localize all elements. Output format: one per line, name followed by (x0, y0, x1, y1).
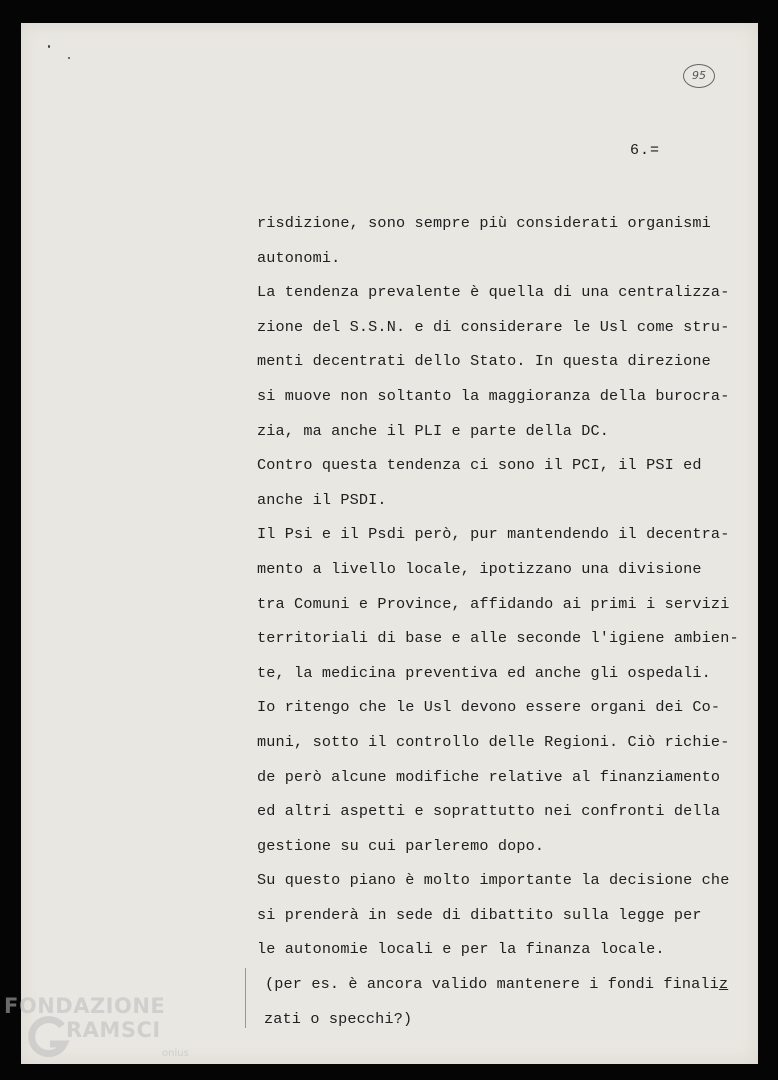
text-line: anche il PSDI. (257, 490, 387, 509)
fondazione-gramsci-watermark (4, 990, 204, 1070)
watermark-line1: FONDAZIONE (4, 994, 166, 1018)
text-line: muni, sotto il controllo delle Regioni. Ciò richie- (257, 732, 730, 751)
text-line: Contro questa tendenza ci sono il PCI, il PSI ed (257, 456, 702, 475)
archive-stamp: 95 (683, 64, 715, 88)
text-line: ed altri aspetti e soprattutto nei confronti della (257, 802, 721, 821)
ink-speck (68, 57, 70, 59)
watermark-suffix: onlus (162, 1048, 189, 1059)
margin-rule (245, 968, 246, 1028)
watermark-line2: RAMSCI (66, 1018, 161, 1042)
text-line: Io ritengo che le Usl devono essere organi dei Co- (257, 698, 721, 717)
text-line: autonomi. (257, 248, 341, 267)
text-line: tra Comuni e Province, affidando ai primi i servizi (257, 594, 730, 613)
text-line-main: (per es. è ancora valido mantenere i fondi finali (265, 975, 719, 994)
text-line (265, 969, 737, 1004)
text-line: Su questo piano è molto importante la decisione che (257, 871, 730, 890)
text-line: mento a livello locale, ipotizzano una divisione (257, 559, 702, 578)
underlined-letter: z (718, 975, 729, 994)
text-line: territoriali di base e alle seconde l'igiene ambien- (257, 629, 739, 648)
ink-speck (48, 45, 50, 48)
page-number: 6.= (630, 142, 661, 159)
text-line: te, la medicina preventiva ed anche gli ospedali. (257, 663, 711, 682)
text-line: menti decentrati dello Stato. In questa direzione (257, 352, 711, 371)
text-line: gestione su cui parleremo dopo. (257, 836, 545, 855)
text-line: risdizione, sono sempre più considerati organismi (257, 214, 711, 232)
text-line: si prenderà in sede di dibattito sulla legge per (257, 905, 702, 924)
text-line: le autonomie locali e per la finanza locale. (257, 940, 665, 959)
text-line: zione del S.S.N. e di considerare le Usl come stru- (257, 317, 730, 336)
text-line: Il Psi e il Psdi però, pur mantendendo il decentra- (257, 525, 730, 544)
text-line: de però alcune modifiche relative al finanziamento (257, 767, 721, 786)
text-line: zia, ma anche il PLI e parte della DC. (257, 421, 610, 440)
text-line: La tendenza prevalente è quella di una centralizza- (257, 283, 730, 302)
text-line: zati o specchi?) (264, 1009, 413, 1028)
typewritten-body (257, 208, 737, 1038)
text-line: si muove non soltanto la maggioranza della burocra- (257, 386, 730, 405)
